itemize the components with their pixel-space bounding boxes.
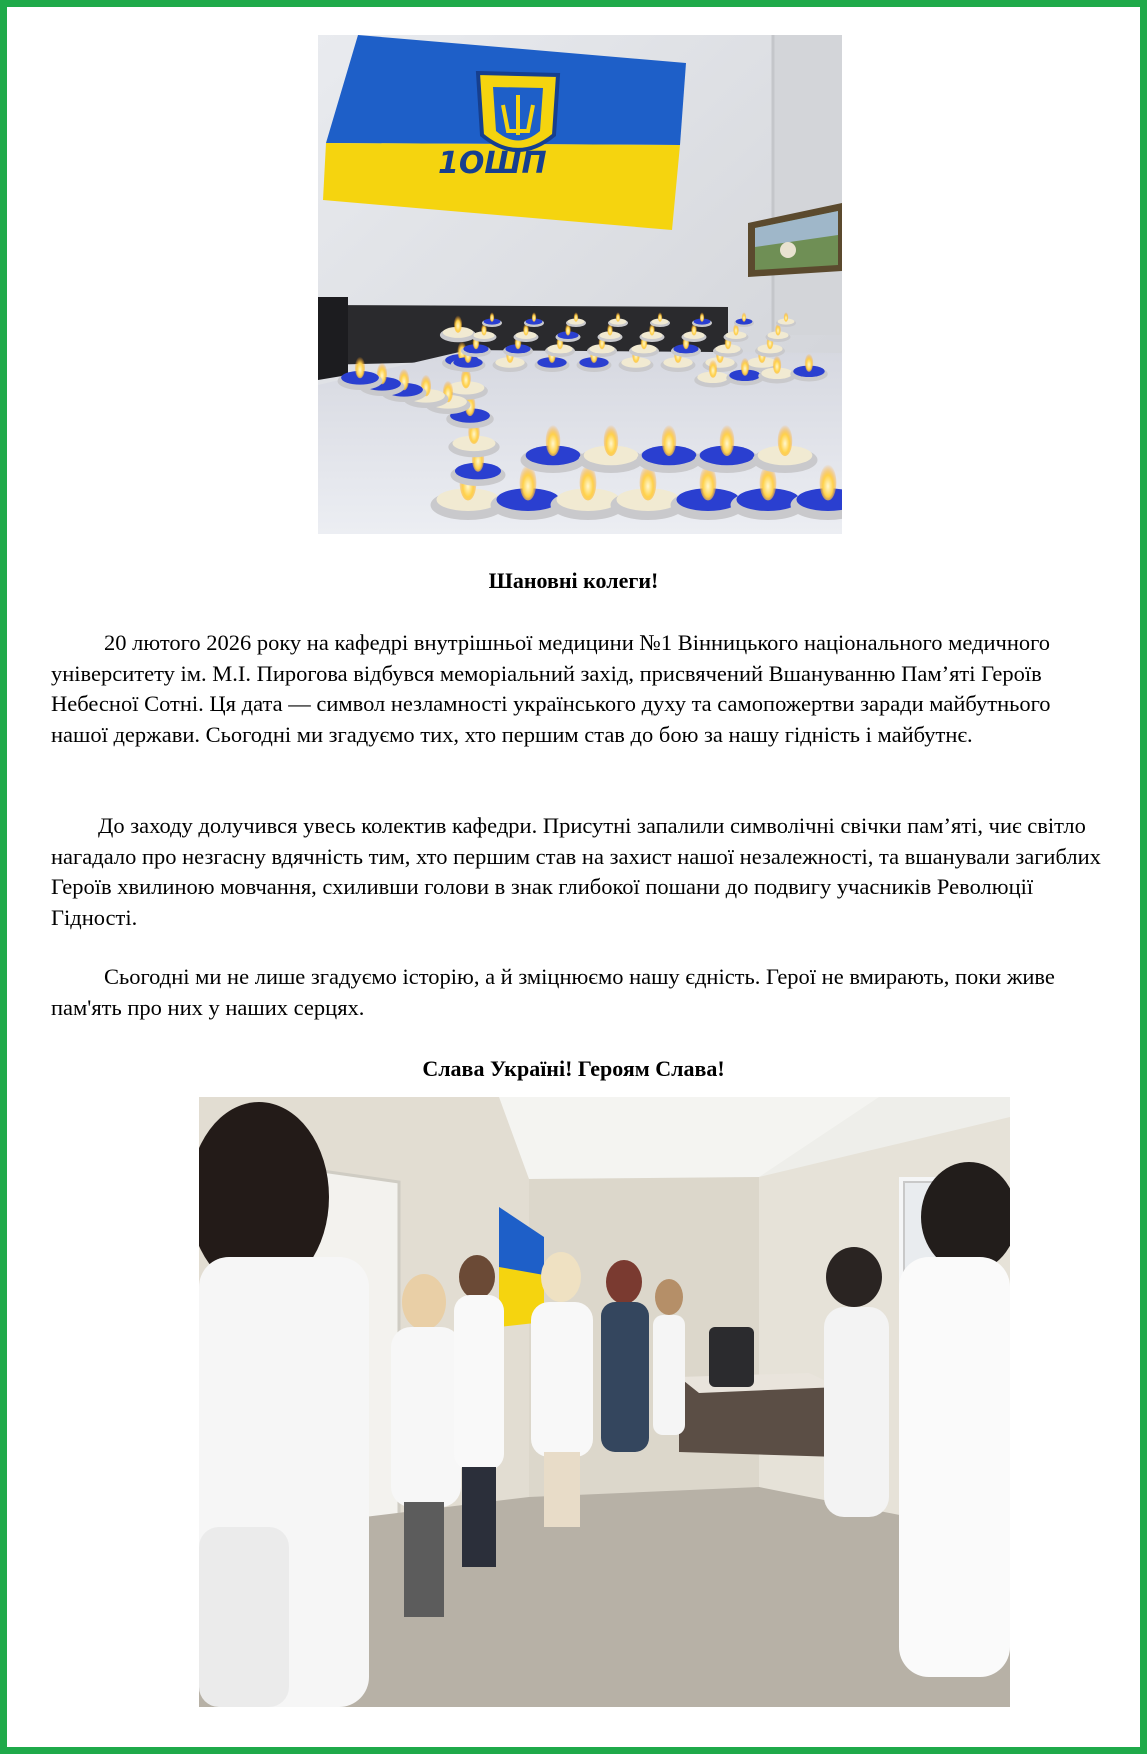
paragraph-unity: Сьогодні ми не лише згадуємо історію, а й зміцнюємо нашу єдність. Герої не вмирають, поки живе пам'ять про них у наших серцях.	[51, 964, 1055, 1020]
candle-flame	[662, 425, 677, 456]
candle-flame	[490, 312, 494, 322]
staff-group-photo	[199, 1097, 1010, 1707]
candle-flame	[355, 357, 365, 379]
candle-flame	[741, 358, 749, 376]
flag-text: 1ОШП	[438, 146, 547, 181]
candle-flame	[709, 360, 717, 378]
candles-flag-photo	[318, 35, 842, 534]
candle-flame	[778, 425, 793, 456]
candle-flame	[658, 312, 662, 322]
flag	[323, 35, 686, 230]
candle-flame	[700, 312, 704, 322]
candle-flame	[532, 312, 536, 322]
closing-heading: Слава Україні! Героям Слава!	[422, 1056, 725, 1081]
candle-flame	[820, 465, 837, 501]
candle-flame	[546, 425, 561, 456]
candle-flame	[805, 354, 813, 372]
candle-flame	[616, 312, 620, 322]
candle-flame	[773, 356, 781, 374]
candle-flame	[720, 425, 735, 456]
paragraph-ceremony: До заходу долучився увесь колектив кафедри. Присутні запалили символічні свічки пам’яті, чиє світло нагадало про незгасну вдячність тим, хто першим став на захист нашої незалежності, та вшанували загиблих Героїв хвилиною мовчання, схиливши голови в знак глибокої пошани до подвигу учасників Революції Гідності.	[51, 813, 1101, 930]
staff-group-illustration	[199, 1097, 1010, 1707]
candle-flame	[742, 312, 746, 322]
candle-flame	[784, 312, 788, 322]
greeting-heading: Шановні колеги!	[488, 568, 659, 593]
candle-flame	[604, 425, 619, 456]
paragraph-event: 20 лютого 2026 року на кафедрі внутрішньої медицини №1 Вінницького національного медичного університету ім. М.І. Пирогова відбувся меморіальний захід, присвячений Вшануванню Пам’яті Героїв Небесної Сотні. Ця дата — символ незламності українського духу та самопожертви заради майбутнього нашої держави. Сьогодні ми згадуємо тих, хто першим став до бою за нашу гідність і майбутнє.	[51, 630, 1051, 747]
candle-flame	[454, 315, 462, 332]
candle-flame	[574, 312, 578, 322]
candles-flag-illustration	[318, 35, 842, 534]
